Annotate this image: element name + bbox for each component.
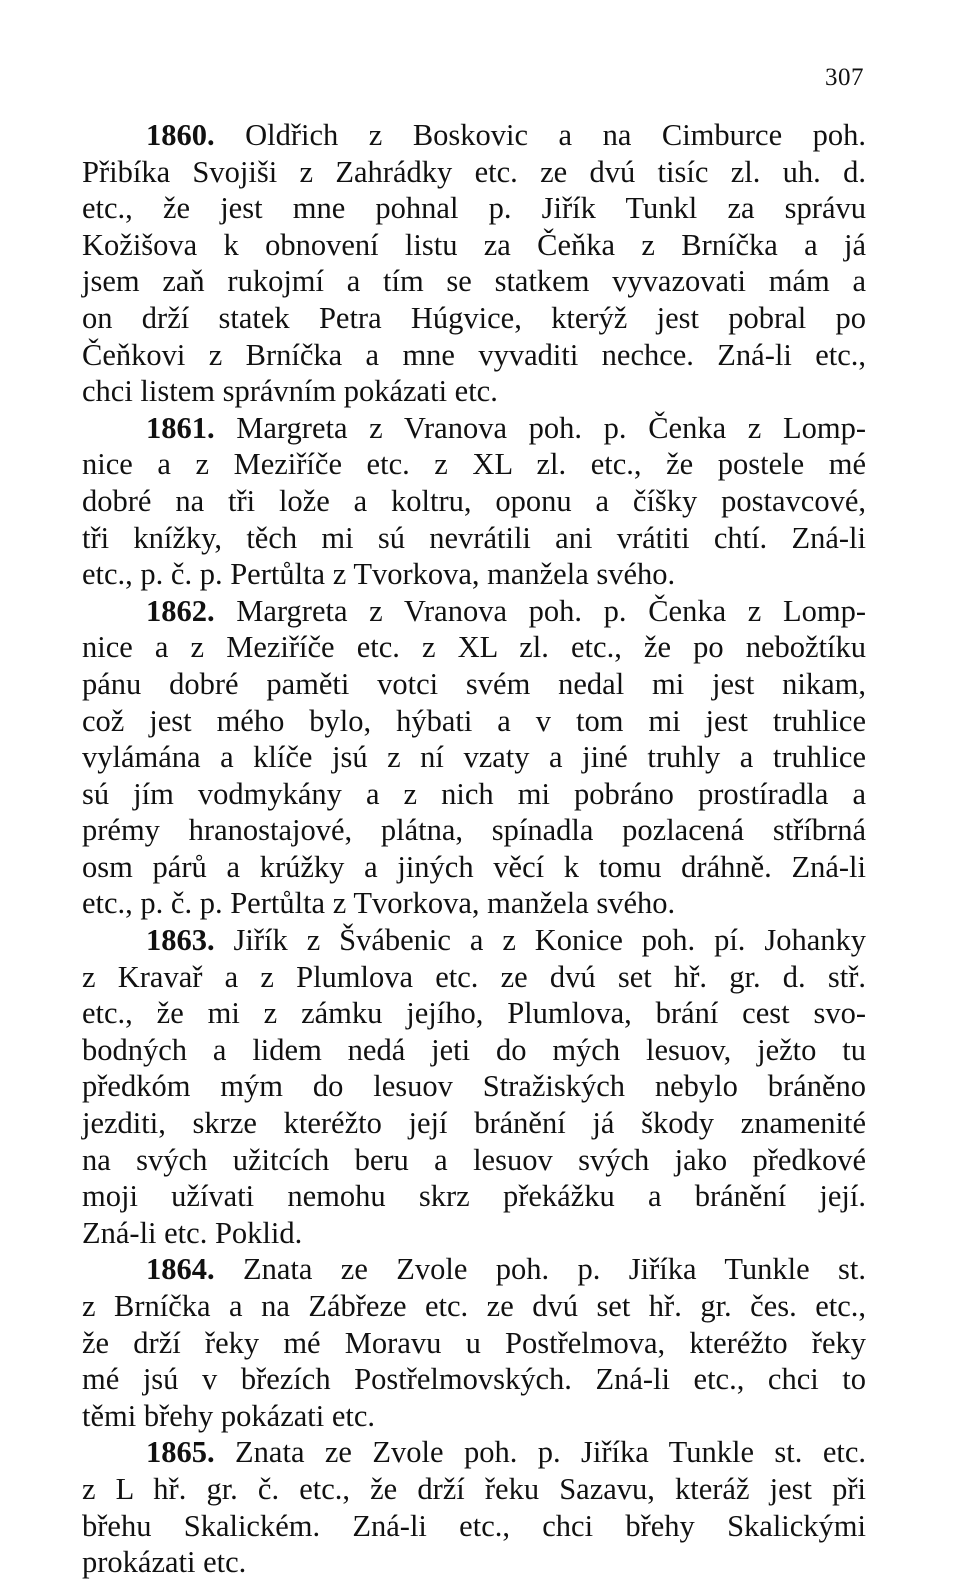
entry-line: prokázati etc. (82, 1545, 247, 1580)
entry-line: nice a z Meziříče etc. z XL zl. etc., že postele mé (82, 447, 866, 482)
entry-line: chci listem správním pokázati etc. (82, 374, 498, 409)
entry-line: jsem zaň rukojmí a tím se statkem vyvazovati mám a (82, 264, 866, 299)
entry-line: on drží statek Petra Húgvice, kterýž jest pobral po (82, 300, 866, 335)
entry-number: 1860. (146, 118, 215, 152)
entry-first-line: 1863. Jiřík z Švábenic a z Konice poh. pí. Johanky (146, 923, 866, 958)
page-number: 307 (825, 64, 864, 91)
entry-line: etc., p. č. p. Pertůlta z Tvorkova, manžela svého. (82, 557, 676, 592)
entry-line: vylámána a klíče jsú z ní vzaty a jiné truhly a truhlice (82, 740, 866, 775)
entry-line: osm párů a krúžky a jiných věcí k tomu dráhně. Zná-li (82, 849, 866, 884)
entry-line: etc., že mi z zámku jejího, Plumlova, brání cest svo- (82, 996, 866, 1031)
entry-line: nice a z Meziříče etc. z XL zl. etc., že po nebožtíku (82, 630, 866, 665)
entry-number: 1861. (146, 410, 215, 445)
entry-line: předkóm mým do lesuov Stražiských nebylo bráněno (82, 1069, 866, 1104)
entry-1865 (82, 1434, 866, 1580)
entry-line: moji užívati nemohu skrz překážku a bránění její. (82, 1179, 866, 1214)
entry-line: mé jsú v březích Postřelmovských. Zná-li etc., chci to (82, 1362, 866, 1397)
entry-line: Zná-li etc. Poklid. (82, 1215, 303, 1250)
entry-line: etc., že jest mne pohnal p. Jiřík Tunkl za správu (82, 191, 866, 226)
entry-line: Čeňkovi z Brníčka a mne vyvaditi nechce. Zná-li etc., (82, 337, 866, 372)
entry-line: břehu Skalickém. Zná-li etc., chci břehy Skalickými (82, 1508, 866, 1543)
entry-first-line: 1861. Margreta z Vranova poh. p. Čenka z Lomp- (146, 410, 867, 445)
entry-line: těmi břehy pokázati etc. (82, 1398, 376, 1433)
entry-1863 (82, 922, 866, 1251)
entry-first-line: 1862. Margreta z Vranova poh. p. Čenka z Lomp- (146, 593, 867, 628)
entry-line: jezditi, skrze kteréžto její bránění já škody znamenité (82, 1106, 866, 1141)
entry-line: že drží řeky mé Moravu u Postřelmova, kteréžto řeky (82, 1325, 866, 1360)
entry-line: bodných a lidem nedá jeti do mých lesuov, ježto tu (82, 1032, 866, 1067)
entry-line: na svých užitcích beru a lesuov svých jako předkové (82, 1142, 866, 1177)
entry-number: 1863. (146, 923, 215, 958)
document-body (82, 117, 866, 1581)
entry-line: z Brníčka a na Zábřeze etc. ze dvú set hř. gr. čes. etc., (82, 1289, 866, 1323)
entry-1861 (82, 410, 866, 593)
entry-line: což jest mého bylo, hýbati a v tom mi jest truhlice (82, 703, 866, 738)
entry-line: pánu dobré paměti votci svém nedal mi jest nikam, (82, 666, 866, 701)
entry-line: z L hř. gr. č. etc., že drží řeku Sazavu, kteráž jest při (82, 1471, 866, 1506)
entry-first-line: 1864. Znata ze Zvole poh. p. Jiříka Tunkle st. (146, 1252, 866, 1287)
entry-line: etc., p. č. p. Pertůlta z Tvorkova, manžela svého. (82, 886, 676, 921)
entry-line: prémy hranostajové, plátna, spínadla pozlacená stříbrná (82, 813, 866, 848)
entry-number: 1865. (146, 1435, 215, 1470)
entry-line: z Kravař a z Plumlova etc. ze dvú set hř. gr. d. stř. (82, 959, 866, 994)
entry-line: dobré na tři lože a koltru, oponu a číšky postavcové, (82, 483, 866, 518)
entry-line: sú jím vodmykány a z nich mi pobráno prostíradla a (82, 776, 866, 811)
entry-line: Přibíka Svojiši z Zahrádky etc. ze dvú tisíc zl. uh. d. (82, 154, 866, 189)
entry-first-line: 1865. Znata ze Zvole poh. p. Jiříka Tunkle st. etc. (146, 1435, 866, 1470)
entry-1864 (82, 1251, 866, 1434)
entry-first-line: 1860. Oldřich z Boskovic a na Cimburce poh. (146, 118, 866, 152)
entry-line: Kožišova k obnovení listu za Čeňka z Brníčka a já (82, 227, 866, 262)
entry-1862 (82, 593, 866, 922)
entry-number: 1862. (146, 593, 215, 628)
entry-number: 1864. (146, 1252, 215, 1287)
entry-1860 (82, 117, 866, 410)
entry-line: tři knížky, těch mi sú nevrátili ani vrátiti chtí. Zná-li (82, 520, 866, 555)
